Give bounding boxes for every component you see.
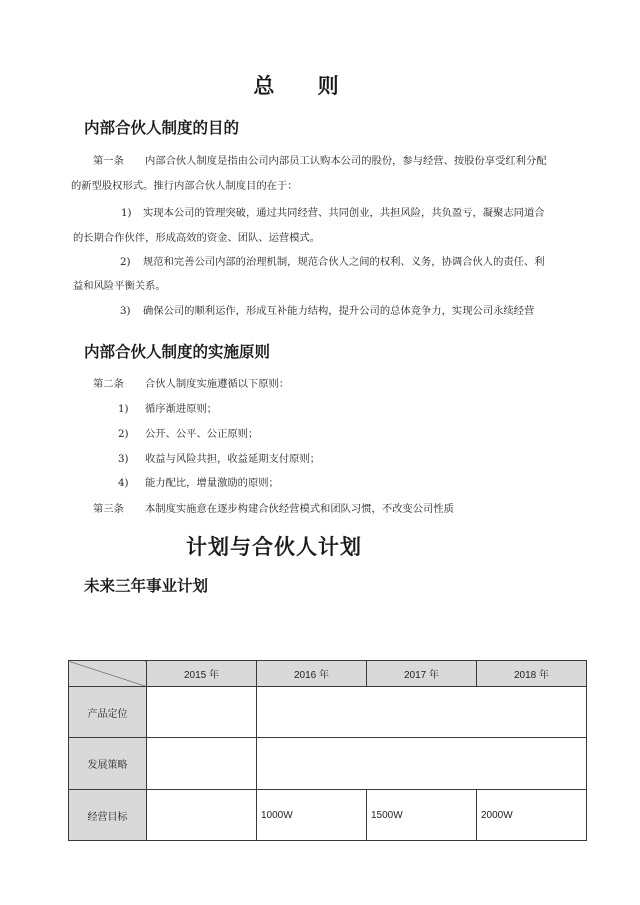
s1-item2-line1: 规范和完善公司内部的治理机制，规范合伙人之间的权利、义务，协调合伙人的责任、利 <box>143 256 545 268</box>
table-cell <box>147 790 257 841</box>
article2-label: 第二条 <box>93 378 124 390</box>
plan-heading: 未来三年事业计划 <box>84 576 209 595</box>
row-label: 发展策略 <box>69 738 147 790</box>
article2-text: 合伙人制度实施遵循以下原则： <box>145 378 290 390</box>
s2-item4-text: 能力配比，增量激励的原则； <box>145 477 279 489</box>
year-header: 2018 年 <box>477 661 587 687</box>
article1-label: 第一条 <box>93 155 124 167</box>
s2-item3-num: 3) <box>118 453 129 465</box>
table-row <box>69 738 587 790</box>
table-row <box>69 790 587 841</box>
table-cell <box>147 687 257 738</box>
table-cell <box>147 738 257 790</box>
s1-item1-num: 1) <box>121 207 132 219</box>
article1-line1: 内部合伙人制度是指由公司内部员工认购本公司的股份，参与经营、按股份享受红利分配 <box>145 155 547 167</box>
table-row <box>69 687 587 738</box>
row-label: 经营目标 <box>69 790 147 841</box>
table-cell <box>257 687 587 738</box>
table-cell: 1500W <box>367 790 477 841</box>
s2-item1-text: 循序渐进原则； <box>145 403 218 415</box>
s1-item1-line2: 的长期合作伙伴，形成高效的资金、团队、运营模式。 <box>73 232 321 244</box>
row-label: 产品定位 <box>69 687 147 738</box>
table-header-row <box>69 661 587 687</box>
year-header: 2015 年 <box>147 661 257 687</box>
article3-text: 本制度实施意在逐步构建合伙经营模式和团队习惯，不改变公司性质 <box>145 503 454 515</box>
s1-item1-line1: 实现本公司的管理突破，通过共同经营、共同创业，共担风险，共负盈亏，凝聚志同道合 <box>143 207 545 219</box>
s2-item1-num: 1) <box>118 403 129 415</box>
table-cell <box>257 738 587 790</box>
s1-item2-line2: 益和风险平衡关系。 <box>73 280 166 292</box>
table-cell: 2000W <box>477 790 587 841</box>
diagonal-corner-cell <box>69 661 147 687</box>
chapter-title: 计划与合伙人计划 <box>186 534 362 559</box>
s2-item3-text: 收益与风险共担，收益延期支付原则； <box>145 453 321 465</box>
section2-heading: 内部合伙人制度的实施原则 <box>84 342 271 361</box>
article3-label: 第三条 <box>93 503 124 515</box>
article1-line2: 的新型股权形式。推行内部合伙人制度目的在于： <box>71 180 298 192</box>
s1-item3-num: 3) <box>120 305 131 317</box>
year-header: 2016 年 <box>257 661 367 687</box>
page-title: 总 则 <box>253 73 357 98</box>
s2-item2-text: 公开、公平、公正原则； <box>145 428 259 440</box>
s2-item2-num: 2) <box>118 428 129 440</box>
table-cell: 1000W <box>257 790 367 841</box>
s2-item4-num: 4) <box>118 477 129 489</box>
section1-heading: 内部合伙人制度的目的 <box>84 118 240 137</box>
plan-table <box>68 660 587 841</box>
s1-item3-line1: 确保公司的顺利运作，形成互补能力结构，提升公司的总体竞争力，实现公司永续经营 <box>143 305 535 317</box>
s1-item2-num: 2) <box>120 256 131 268</box>
year-header: 2017 年 <box>367 661 477 687</box>
